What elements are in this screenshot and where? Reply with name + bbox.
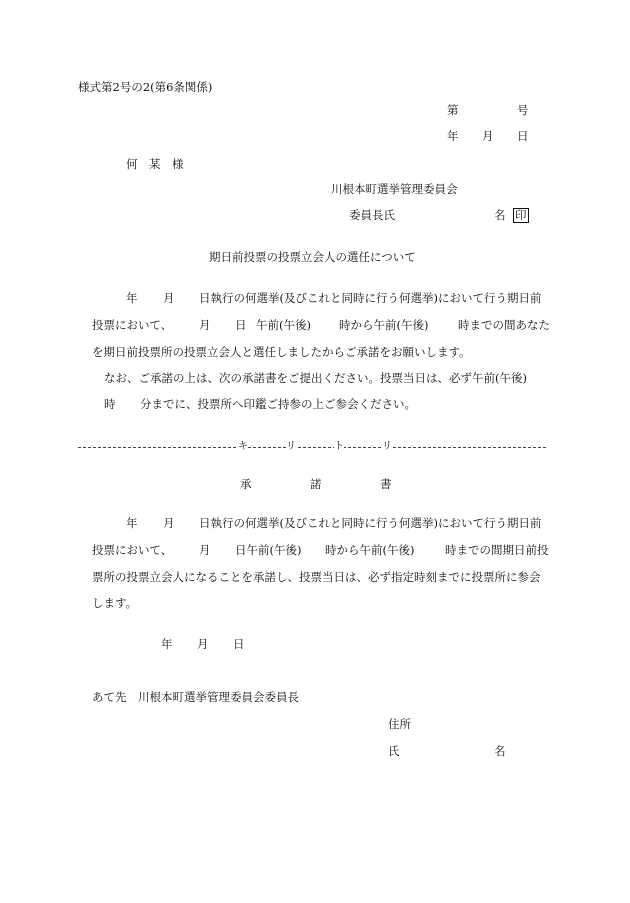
consent-name-shi: 氏 — [388, 744, 400, 758]
consent-date-year: 年 — [161, 637, 173, 651]
consent-line4: します。 — [92, 596, 138, 610]
date-day: 日 — [517, 129, 529, 143]
seal-mark — [513, 208, 529, 223]
consent-line2-hour-from: 時から午前(午後) — [325, 543, 415, 557]
notice-year: 年 — [126, 291, 138, 305]
consent-year: 年 — [126, 516, 138, 530]
doc-number-dai: 第 — [447, 103, 459, 117]
consent-line2-start: 投票において、 — [92, 543, 173, 557]
consent-line2-day: 日午前(午後) — [235, 543, 302, 557]
cut-line-dashes — [78, 447, 546, 448]
consent-date-day: 日 — [233, 637, 245, 651]
consent-line1-text: 日執行の何選挙(及びこれと同時に行う何選挙)において行う期日前 — [199, 516, 542, 530]
notice-line2-day: 日 — [235, 318, 247, 332]
consent-month: 月 — [163, 516, 175, 530]
notice-month: 月 — [163, 291, 175, 305]
notice-line2-hour-to: 時までの間あなた — [458, 318, 550, 332]
cut-char-ri: リ — [286, 441, 296, 452]
cut-line — [78, 442, 546, 454]
notice-line2-month: 月 — [199, 318, 211, 332]
consent-title-3: 書 — [380, 477, 392, 491]
consent-name-mei: 名 — [494, 744, 506, 758]
notice-line2-start: 投票において、 — [92, 318, 173, 332]
notice-line5-hour: 時 — [104, 397, 116, 411]
cut-char-ri-2: リ — [382, 441, 392, 452]
addressee: 何 某 様 — [126, 157, 184, 171]
notice-line4: なお、ご承諾の上は、次の承諾書をご提出ください。投票当日は、必ず午前(午後) — [104, 371, 527, 385]
notice-line5-text: 分までに、投票所へ印鑑ご持参の上ご参会ください。 — [140, 397, 416, 411]
date-month: 月 — [482, 129, 494, 143]
consent-line3: 票所の投票立会人になることを承諾し、投票当日は、必ず指定時刻までに投票所に参会 — [92, 570, 541, 584]
consent-recipient: あて先 川根本町選挙管理委員会委員長 — [92, 690, 299, 704]
consent-title-2: 諾 — [310, 477, 322, 491]
consent-line2-month: 月 — [199, 543, 211, 557]
issuer-title: 委員長氏 — [349, 208, 395, 222]
consent-line2-hour-to: 時までの間期日前投 — [445, 543, 549, 557]
issuer-org: 川根本町選挙管理委員会 — [331, 182, 458, 196]
notice-line1-text: 日執行の何選挙(及びこれと同時に行う何選挙)において行う期日前 — [199, 291, 542, 305]
consent-title-1: 承 — [240, 477, 252, 491]
notice-title: 期日前投票の投票立会人の選任について — [209, 250, 416, 264]
notice-line3: を期日前投票所の投票立会人と選任しましたからご承諾をお願いします。 — [92, 345, 471, 359]
cut-char-to: ト — [334, 441, 344, 452]
issuer-name-label: 名 — [494, 208, 506, 222]
cut-char-ki: キ — [238, 441, 248, 452]
notice-line2-from: 午前(午後) — [256, 318, 311, 332]
doc-number-go: 号 — [517, 103, 529, 117]
consent-address-label: 住所 — [388, 717, 411, 731]
consent-date-month: 月 — [197, 637, 209, 651]
form-number: 様式第2号の2(第6条関係) — [78, 80, 213, 94]
date-year: 年 — [447, 129, 459, 143]
notice-line2-hour-from: 時から午前(午後) — [339, 318, 429, 332]
seal-label: 印 — [515, 208, 527, 222]
